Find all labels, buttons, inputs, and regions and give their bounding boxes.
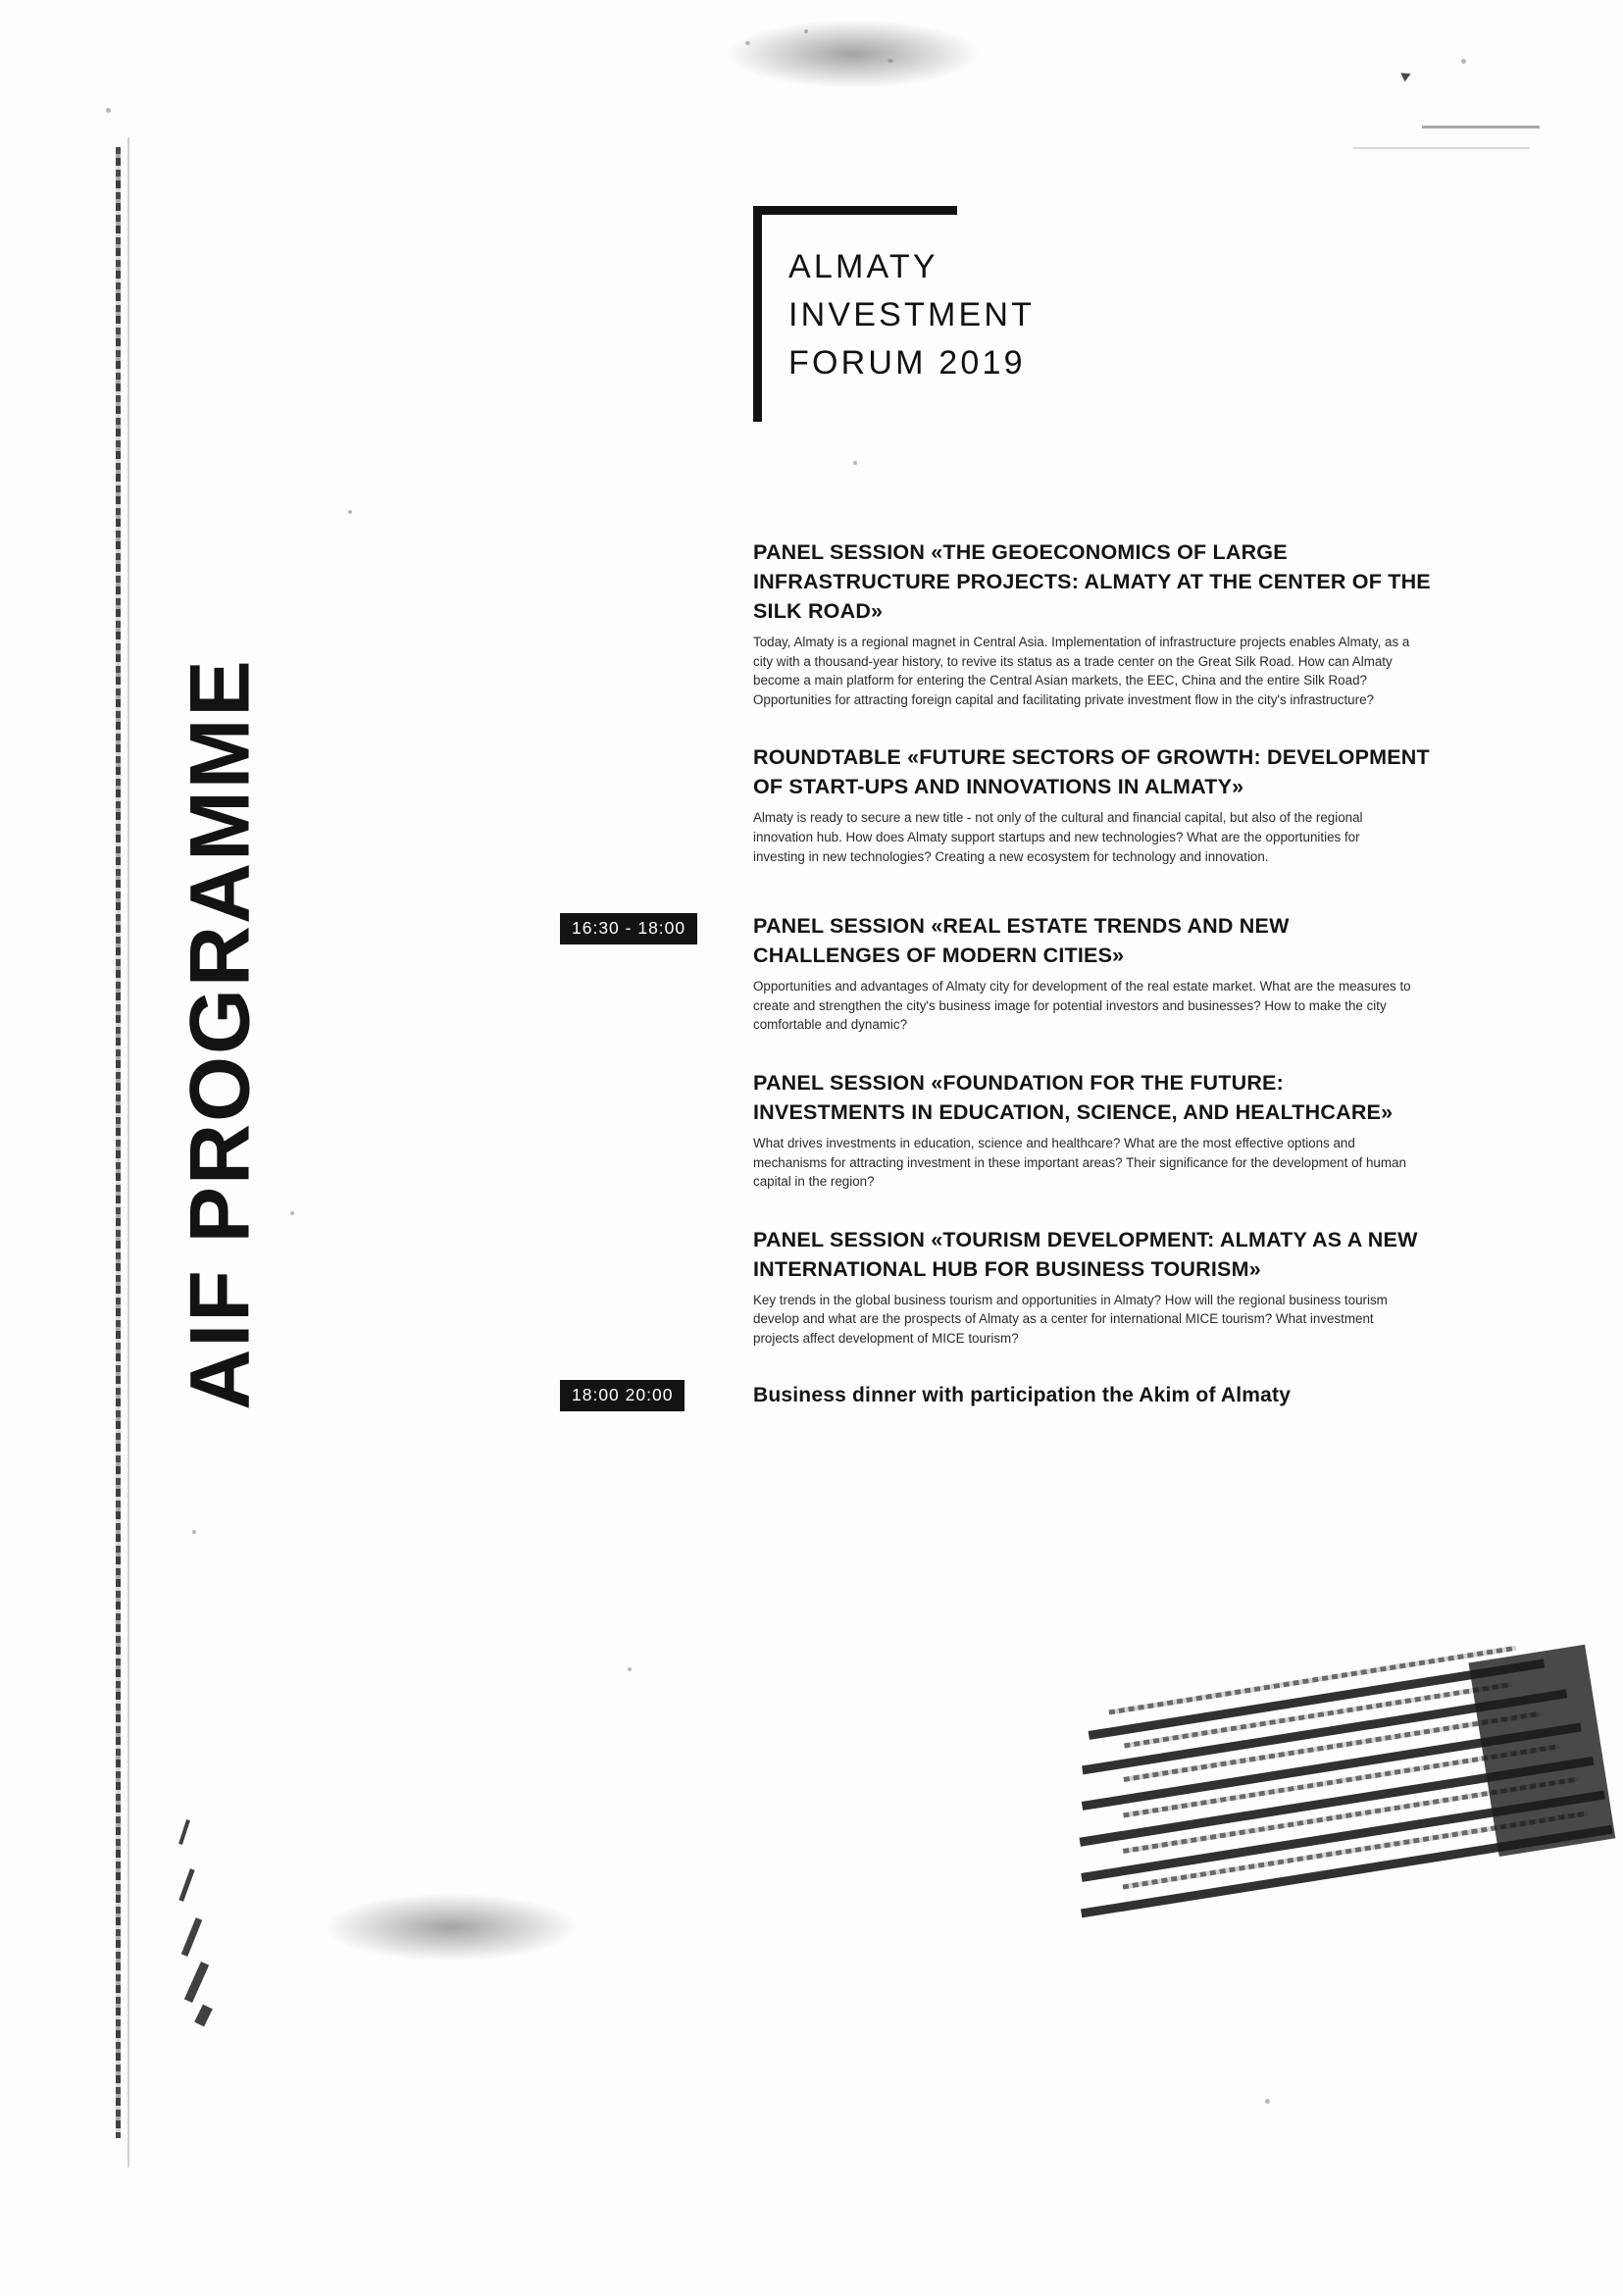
entry-body: Key trends in the global business tourism and opportunities in Almaty? How will the regional business tourism develop and what are the prospects of Almaty as a center for international MICE tourism? What investment projects affect development of MICE tourism? (753, 1292, 1388, 1346)
speck (1265, 2099, 1270, 2104)
logo-bracket-vertical (753, 206, 762, 422)
dinner-label: Business dinner with participation the Akim of Almaty (753, 1383, 1292, 1406)
time-badge: 16:30 - 18:00 (560, 913, 697, 944)
dash-artifact (178, 1819, 190, 1845)
programme-entry (572, 911, 1440, 1035)
dash-artifact (178, 1868, 194, 1902)
entry-body: Opportunities and advantages of Almaty city for development of the real estate market. What are the measures to create and strengthen the city's business image for potential investors and businesses? How to make the city comfortable and dynamic? (753, 979, 1411, 1033)
dash-artifact (181, 1917, 202, 1957)
entry-heading: PANEL SESSION «FOUNDATION FOR THE FUTURE: INVESTMENTS IN EDUCATION, SCIENCE, AND HEALTHCARE» (753, 1070, 1394, 1124)
smudge-artifact (324, 1893, 579, 1962)
top-streak-artifact (1422, 126, 1540, 128)
programme-entry (753, 1225, 1440, 1349)
smudge-artifact (726, 20, 981, 88)
scan-edge-artifact (116, 147, 121, 2138)
programme-entry (753, 742, 1440, 866)
entry-heading: ROUNDTABLE «FUTURE SECTORS OF GROWTH: DEVELOPMENT OF START-UPS AND INNOVATIONS IN ALMATY» (753, 745, 1430, 799)
page-title-vertical: AIF PROGRAMME (173, 658, 268, 1410)
speck (628, 1667, 632, 1671)
speck (1461, 59, 1466, 64)
speck (745, 41, 750, 45)
entry-body: Almaty is ready to secure a new title - not only of the cultural and financial capital, but also of the regional innovation hub. How does Almaty support startups and new technologies? What are the opportunities for investing in new technologies? Creating a new ecosystem for technology and innovation. (753, 810, 1363, 864)
speck (804, 29, 808, 33)
programme-entry (753, 1068, 1440, 1192)
dash-artifact (184, 1962, 209, 2003)
top-streak-artifact-secondary (1353, 147, 1530, 149)
entry-heading: PANEL SESSION «REAL ESTATE TRENDS AND NEW CHALLENGES OF MODERN CITIES» (753, 914, 1290, 968)
logo-text (788, 243, 1035, 387)
speck (888, 59, 893, 63)
speck (106, 108, 111, 113)
speck (192, 1530, 196, 1534)
programme-entry (753, 537, 1440, 709)
programme-list (572, 537, 1440, 1441)
logo-line-1: ALMATY (788, 248, 938, 285)
speck (348, 510, 352, 514)
logo-bracket-horizontal (753, 206, 957, 215)
arrow-mark-artifact (1400, 70, 1412, 82)
scan-streak-artifact (1049, 1625, 1623, 2002)
speck (853, 461, 857, 465)
scan-edge-artifact-secondary (127, 137, 129, 2168)
entry-body: What drives investments in education, science and healthcare? What are the most effective options and mechanisms for attracting investment in these important areas? Their significance for the development of human capital in the region? (753, 1135, 1406, 1190)
programme-entry-dinner (572, 1382, 1440, 1407)
logo-line-3: FORUM 2019 (788, 344, 1026, 382)
entry-heading: PANEL SESSION «THE GEOECONOMICS OF LARGE INFRASTRUCTURE PROJECTS: ALMATY AT THE CENTER OF THE SILK ROAD» (753, 540, 1431, 623)
dash-artifact (194, 2005, 213, 2027)
entry-body: Today, Almaty is a regional magnet in Central Asia. Implementation of infrastructure projects enables Almaty, as a city with a thousand-year history, to revive its status as a trade center on the Great Silk Road. How can Almaty become a main platform for entering the Central Asian markets, the EEC, China and the entire Silk Road? Opportunities for attracting foreign capital and facilitating private investment flow in the city's infrastructure? (753, 635, 1410, 707)
entry-heading: PANEL SESSION «TOURISM DEVELOPMENT: ALMATY AS A NEW INTERNATIONAL HUB FOR BUSINESS TOURISM» (753, 1227, 1418, 1281)
forum-logo (753, 206, 1165, 422)
time-badge-dinner: 18:00 20:00 (560, 1380, 685, 1411)
logo-line-2: INVESTMENT (788, 296, 1036, 333)
speck (290, 1211, 294, 1215)
